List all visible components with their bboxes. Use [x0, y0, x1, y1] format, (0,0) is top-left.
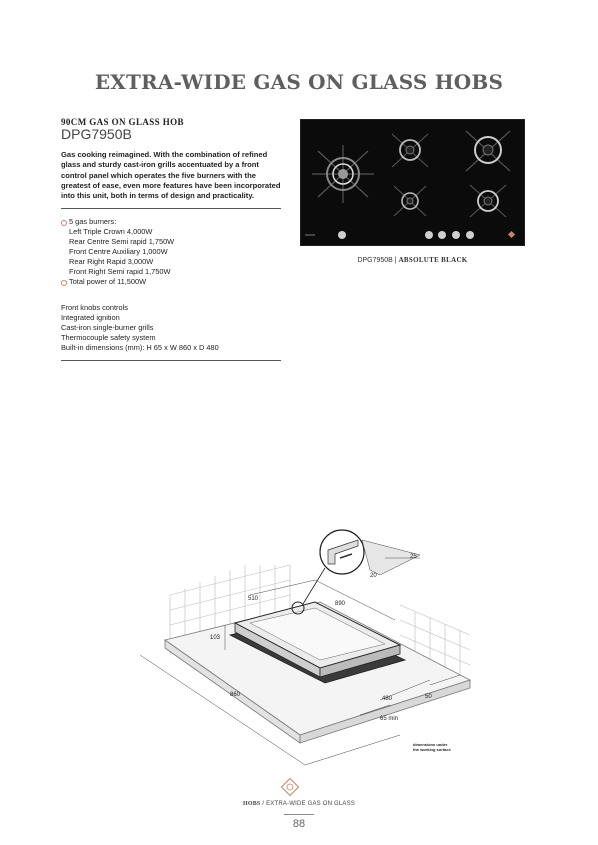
- bullet-icon: [61, 220, 67, 226]
- dim-25: 25: [410, 554, 417, 560]
- burner-item: Front Right Semi rapid 1,750W: [69, 267, 171, 277]
- burner-list: [61, 217, 281, 287]
- photo-caption: [300, 256, 525, 264]
- burner-item: Left Triple Crown 4,000W: [69, 227, 153, 237]
- product-model: DPG7950B: [61, 126, 132, 142]
- page-number: 88: [292, 818, 306, 830]
- product-intro: Gas cooking reimagined. With the combination of refined glass and sturdy cast-iron grills accentuated by a front control panel which operates the five burners with the greatest of ease, even more features have been incorporated into this unit, both in terms of design and practicality.: [61, 150, 281, 201]
- feature-item: Integrated ignition: [61, 313, 120, 323]
- burner-item: Rear Centre Semi rapid 1,750W: [69, 237, 175, 247]
- divider: [61, 360, 281, 361]
- product-description: [61, 117, 281, 361]
- dim-20: 20: [370, 573, 377, 579]
- burner-item: Rear Right Rapid 3,000W: [69, 257, 154, 267]
- footer-divider: [284, 814, 314, 815]
- dim-860: 860: [230, 692, 241, 698]
- dim-510: 510: [248, 596, 259, 602]
- dim-103: 103: [210, 635, 221, 641]
- installation-diagram: [130, 520, 480, 770]
- caption-model: DPG7950B: [357, 257, 393, 264]
- dim-890: 890: [335, 601, 346, 607]
- feature-item: Built-in dimensions (mm): H 65 x W 860 x D 480: [61, 343, 219, 353]
- diagram-note-line1: dimensions under: [413, 742, 448, 747]
- dim-480: 480: [382, 696, 393, 702]
- dim-65: 65 min: [380, 716, 399, 722]
- divider: [61, 208, 281, 209]
- product-subtitle: 90CM GAS ON GLASS HOB: [61, 117, 184, 127]
- page-title: EXTRA-WIDE GAS ON GLASS HOBS: [94, 70, 504, 94]
- burner-heading: 5 gas burners:: [61, 217, 281, 227]
- dim-50: 50: [425, 694, 432, 700]
- feature-item: Thermocouple safety system: [61, 333, 156, 343]
- diagram-note-line2: the working surface: [413, 747, 451, 752]
- hob-photo: [300, 119, 525, 246]
- footer-section: HOBS / EXTRA-WIDE GAS ON GLASS: [242, 801, 356, 807]
- feature-item: Cast-iron single-burner grills: [61, 323, 154, 333]
- feature-list: [61, 303, 281, 353]
- feature-item: Front knobs controls: [61, 303, 128, 313]
- caption-separator: |: [392, 257, 399, 264]
- brand-logo-icon: [281, 778, 299, 796]
- bullet-icon: [61, 280, 67, 286]
- burner-item: Front Centre Auxiliary 1,000W: [69, 247, 168, 257]
- caption-finish: ABSOLUTE BLACK: [398, 256, 468, 264]
- total-power: Total power of 11,500W: [61, 277, 281, 287]
